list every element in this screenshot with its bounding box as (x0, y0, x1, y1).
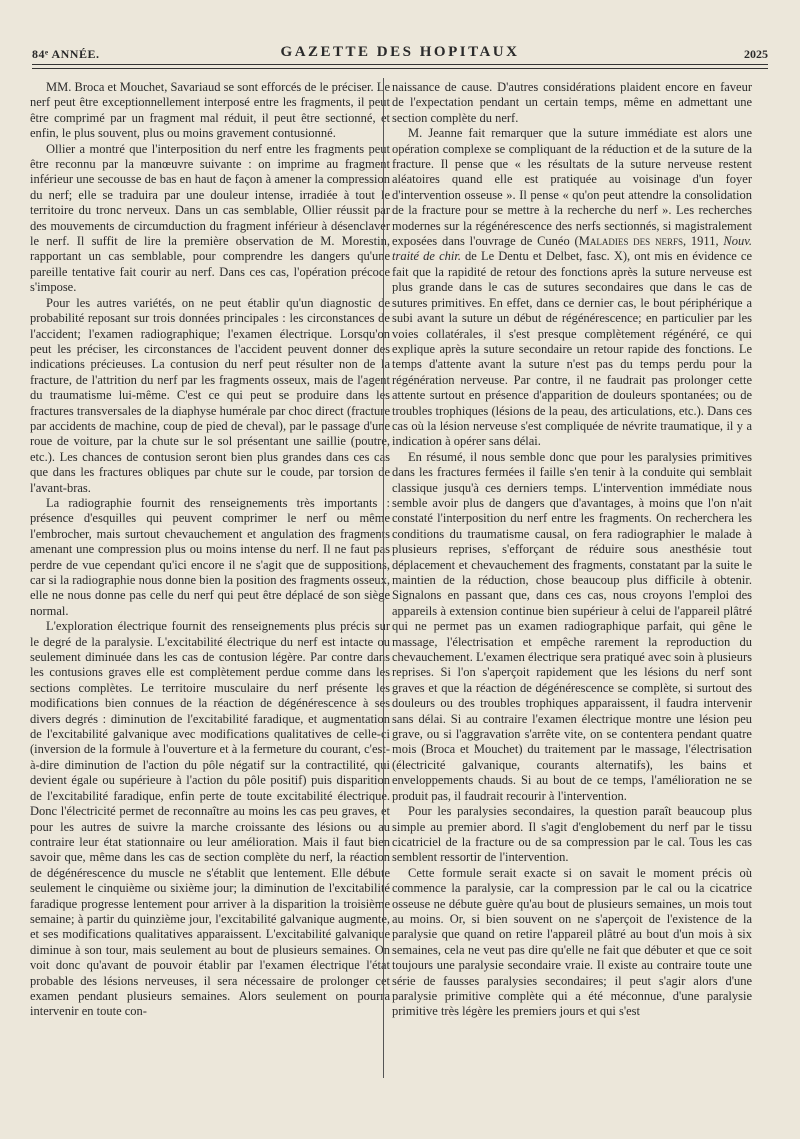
paragraph: naissance de cause. D'autres considérations plaident encore en faveur de l'expectation pendant un certain temps, même en admettant une section complète du nerf. (392, 80, 752, 125)
text-run: M. Jeanne fait remarquer que la suture immédiate est alors une opération complexe se compliquant de la réduction et de la suture de la fracture. Il pense que « les résultats de la suture nerveuse restent aléatoires quand elle est pratiquée au voisinage d'un foyer d'intervention osseuse ». Il pense « qu'on peut attendre la consolidation de la fracture pour se mettre à la recherche du nerf ». Les recherches modernes sur la régénérescence des nerfs sectionnés, si magistralement exposées dans l'ouvrage de Cunéo ( (392, 126, 752, 249)
page-header (32, 44, 768, 64)
paragraph: Pour les autres variétés, on ne peut établir qu'un diagnostic de probabilité reposant sur trois données principales : les circonstances de l'accident; l'examen radiographique; l'examen électrique. Lorsqu'on peut les préciser, les circonstances de l'accident peuvent donner des indications précieuses. La contusion du nerf peut résulter non de la fracture, de l'attrition du nerf par les fragments osseux, mais de l'agent du traumatisme lui-même. C'est ce qui peut se produire dans les fractures transversales de la diaphyse humérale par choc direct (fracture par accidents de machine, coup de pied de cheval), par le passage d'une roue de voiture, par la chute sur le sol présentant une saillie (poutre, etc.). Les chances de contusion seront bien plus grandes dans ces cas que dans les fractures obliques par chute sur le coude, par torsion de l'avant-bras. (30, 295, 390, 495)
paragraph: La radiographie fournit des renseignements très importants : présence d'esquilles qui peuvent comprimer le nerf ou même l'embrocher, mais surtout chevauchement et angulation des fragments amenant une compression plus ou moins intense du nerf. Il ne faut pas perdre de vue cependant qu'ici encore il ne s'agit que de suppositions, car si la radiographie nous donne bien la position des fragments osseux, elle ne nous donne pas celle du nerf qui peut être déplacé de son siège normal. (30, 495, 390, 618)
paragraph: MM. Broca et Mouchet, Savariaud se sont efforcés de le préciser. Le nerf peut être exceptionnellement interposé entre les fragments, il peut être comprimé par un fragment mal réduit, il peut être sectionné, et enfin, le plus souvent, plus ou moins gravement contusionné. (30, 80, 390, 141)
page-number: 2025 (744, 47, 768, 61)
paragraph: Cette formule serait exacte si on savait le moment précis où commence la paralysie, car la compression par le cal ou la cicatrice osseuse ne débute guère qu'au bout de plusieurs semaines, un mois tout au moins. Or, si bien souvent on ne s'aperçoit de l'existence de la paralysie que quand on retire l'appareil plâtré au bout d'un mois à six semaines, cela ne veut pas dire qu'elle ne fait que débuter et que ce soit toujours une paralysie secondaire vraie. Il existe au contraire toute une série de fausses paralysies secondaires; il peut s'agir alors d'une paralysie primitive complète qui a été méconnue, d'une paralysie primitive très légère les premiers jours et qui s'est (392, 865, 752, 1019)
column-divider (383, 78, 384, 1078)
paragraph (392, 126, 752, 450)
paragraph: Ollier a montré que l'interposition du nerf entre les fragments peut être reconnu par la manœuvre suivante : on imprime au fragment inférieur une secousse de bas en haut de façon à amener la compression du nerf; elle se traduira par une douleur intense, irradiée à tout le territoire du tronc nerveux. Dans un cas semblable, Ollier réussit par des mouvements de circumduction du fragment inférieur à désenclaver le nerf. Il suffit de lire la première observation de M. Morestin, rapportant un cas semblable, pour comprendre les dangers qu'une pareille tentative fait courir au nerf. Dans ces cas, l'opération précoce s'impose. (30, 141, 390, 295)
journal-title: GAZETTE DES HOPITAUX (280, 44, 520, 60)
text-run: de Le Dentu et Delbet, fasc. X), ont mis en évidence ce fait que la rapidité de retour des fonctions après la suture nerveuse est plus grande dans le cas de sutures secondaires que dans le cas de sutures primitives. En effet, dans ce dernier cas, le bout périphérique a subi avant la suture un début de régénérescence; en particulier par les voies collatérales, il s'est presque complètement régénéré, ce qui explique après la suture secondaire un retour rapide des fonctions. Le temps d'attente avant la suture n'est pas du temps perdu pour la régénération nerveuse. Par contre, il ne faudrait pas prolonger cette attente surtout en présence d'apparition de douleurs spontanées; ou de troubles trophiques (lésions de la peau, des articulations, etc.). Dans ces cas où la lésion nerveuse s'est compliquée de névrite traumatique, il y a indication à opérer sans délai. (392, 249, 752, 449)
series-title: Nouv. traité de chir. (392, 234, 752, 264)
header-rule-secondary (32, 68, 768, 69)
issue-label: 84ᵉ ANNÉE. (32, 47, 100, 61)
book-title: Maladies des nerfs (578, 234, 683, 249)
right-column (392, 80, 752, 1020)
left-column (30, 80, 390, 1020)
paragraph: En résumé, il nous semble donc que pour les paralysies primitives dans les fractures fermées il faille s'en tenir à la conduite qui semblait classique jusqu'à ces derniers temps. L'intervention immédiate nous semble avoir plus de dangers que d'avantages, à moins que l'on n'ait constaté l'interposition du nerf entre les fragments. On recherchera les conditions du traumatisme causal, on fera radiographier le malade à plusieurs reprises, s'efforçant de réduire sous anesthésie tout déplacement et chevauchement des fragments, constatant par la suite le maintien de la réduction, chose beaucoup plus difficile à obtenir. Signalons en passant que, dans ces cas, nous croyons l'emploi des appareils à extension continue bien supérieur à celui de l'appareil plâtré qui ne permet pas un examen radiographique parfait, qui gêne le massage, l'électrisation et empêche rarement la reproduction du chevauchement. L'examen électrique sera pratiqué avec soin à plusieurs reprises. Si l'on s'aperçoit rapidement que les lésions du nerf sont graves et que la réaction de dégénérescence se complète, si surtout des douleurs ou des troubles trophiques apparaissent, il faudra intervenir sans délai. Si au contraire l'examen électrique montre une lésion peu grave, ou si l'aggravation s'arrête vite, on se contentera pendant quatre mois (Broca et Mouchet) du traitement par le massage, l'électrisation (électricité galvanique, courants alternatifs), les bains et enveloppements chauds. Si au bout de ce temps, l'amélioration ne se produit pas, il faudrait recourir à l'intervention. (392, 449, 752, 803)
text-run: , 1911, (682, 234, 724, 249)
paragraph: L'exploration électrique fournit des renseignements plus précis sur le degré de la paralysie. L'excitabilité électrique du nerf est intacte ou seulement diminuée dans les cas de contusion légère. Par contre dans les contusions graves elle est complètement perdue comme dans les sections complètes. Le territoire musculaire du nerf présente les modifications bien connues de la réaction de dégénérescence à ses divers degrés : diminution de l'excitabilité faradique, et augmentation de l'excitabilité galvanique avec modifications qualitatives de celle-ci (inversion de la formule à l'ouverture et à la fermeture du courant, c'est-à-dire diminution de l'action du pôle négatif sur la contractilité, qui devient égale ou supérieure à l'action du pôle positif) puis disparition de l'excitabilité faradique, enfin perte de toute excitabilité électrique. Donc l'électricité permet de reconnaître au moins les cas peu graves, et pour les autres de suivre la marche croissante des lésions ou au contraire leur état stationnaire ou leur amélioration. Mais il faut bien savoir que, même dans les cas de section complète du nerf, la réaction de dégénérescence du muscle ne s'établit que lentement. Elle débute seulement le cinquième ou sixième jour; la diminution de l'excitabilité faradique progresse lentement pour arriver à la disparition la troisième semaine; à partir du quinzième jour, l'excitabilité galvanique augmente, et ses modifications qualitatives apparaissent. L'excitabilité galvanique diminue à son tour, mais seulement au bout de plusieurs semaines. On voit donc qu'avant de pouvoir établir par l'examen électrique l'état probable des lésions nerveuses, il sera nécessaire de prolonger cet examen pendant plusieurs semaines. Alors seulement on pourra intervenir en toute con- (30, 619, 390, 1019)
paragraph: Pour les paralysies secondaires, la question paraît beaucoup plus simple au premier abord. Il s'agit d'englobement du nerf par le tissu cicatriciel de la fracture ou de sa compression par le cal. Tous les cas semblent ressortir de l'intervention. (392, 804, 752, 865)
header-rule (32, 64, 768, 65)
